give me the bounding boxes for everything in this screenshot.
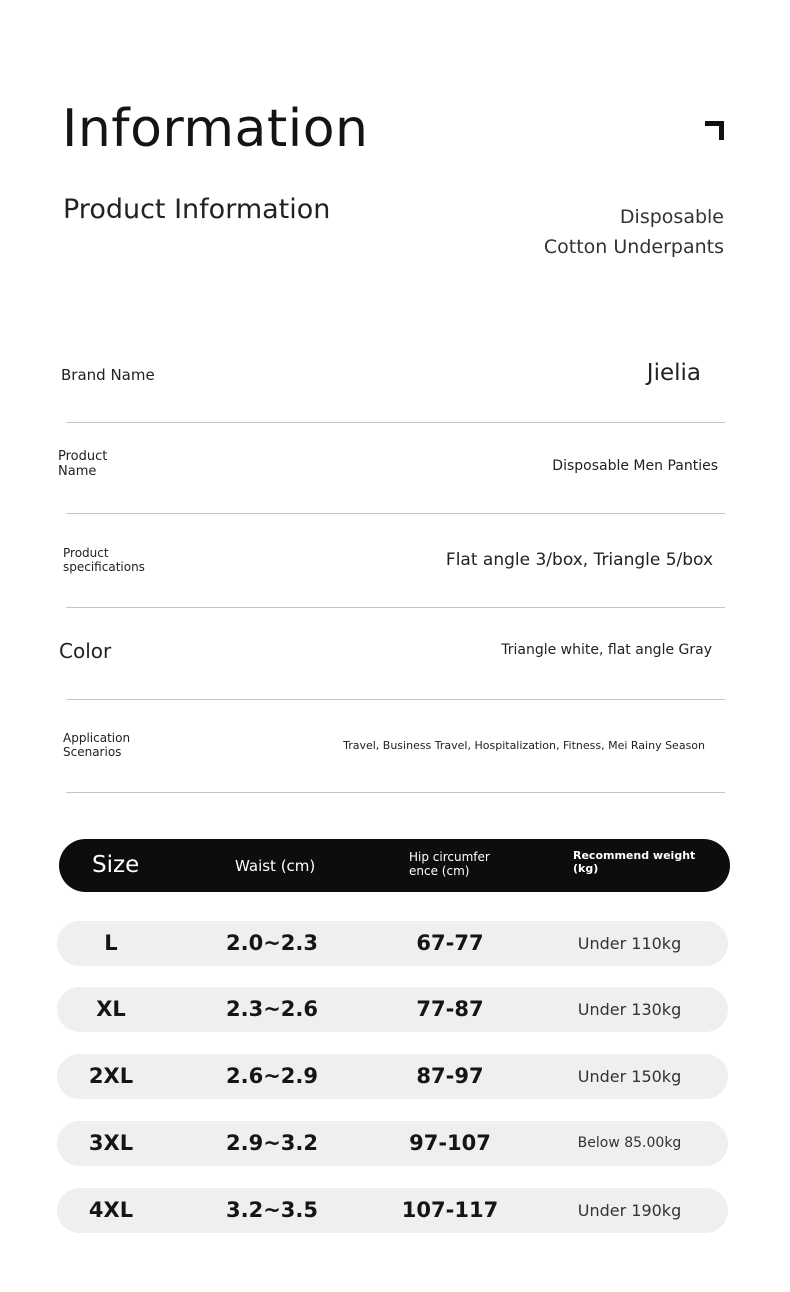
divider [66, 422, 725, 423]
cell-hip: 67-77 [416, 931, 484, 955]
cell-waist: 2.6~2.9 [226, 1064, 318, 1088]
product-name-value: Disposable Men Panties [552, 458, 718, 474]
header-weight: Recommend weight (kg) [573, 849, 696, 875]
color-value: Triangle white, flat angle Gray [501, 642, 712, 658]
size-table-header [59, 839, 730, 892]
table-row [57, 987, 728, 1032]
section-subtitle: Product Information [63, 194, 331, 225]
info-row-brand [58, 360, 725, 400]
header-size: Size [92, 852, 140, 878]
cell-waist: 2.3~2.6 [226, 997, 318, 1021]
cell-weight: Under 130kg [577, 1000, 682, 1019]
specs-value: Flat angle 3/box, Triangle 5/box [445, 550, 713, 570]
cell-size: L [104, 931, 118, 955]
divider [66, 607, 725, 608]
cell-waist: 2.9~3.2 [226, 1131, 318, 1155]
page-title: Information [62, 99, 369, 159]
scenarios-label: Application Scenarios [63, 731, 131, 759]
info-row-color [58, 638, 725, 678]
cell-size: XL [96, 997, 126, 1021]
table-row [57, 1188, 728, 1233]
product-type-line2: Cotton Underpants [543, 236, 724, 258]
cell-size: 3XL [88, 1131, 134, 1155]
cell-hip: 87-97 [416, 1064, 484, 1088]
cell-size: 2XL [88, 1064, 134, 1088]
cell-hip: 107-117 [401, 1198, 499, 1222]
cell-weight: Under 110kg [577, 934, 682, 953]
header-hip: Hip circumfer ence (cm) [409, 850, 490, 878]
brand-label: Brand Name [61, 366, 155, 384]
cell-weight: Under 190kg [577, 1201, 682, 1220]
table-row [57, 1054, 728, 1099]
product-name-label: Product Name [58, 449, 108, 479]
cell-hip: 77-87 [416, 997, 484, 1021]
corner-bracket-icon [705, 121, 724, 140]
divider [66, 513, 725, 514]
cell-hip: 97-107 [409, 1131, 491, 1155]
product-type-line1: Disposable [619, 206, 724, 228]
brand-value: Jielia [646, 360, 701, 386]
scenarios-value: Travel, Business Travel, Hospitalization, Fitness, Mei Rainy Season [343, 739, 705, 752]
product-type [464, 202, 724, 262]
cell-weight: Under 150kg [577, 1067, 682, 1086]
color-label: Color [59, 639, 112, 663]
cell-weight: Below 85.00kg [577, 1135, 682, 1151]
table-row [57, 921, 728, 966]
info-row-product-name [58, 448, 725, 488]
header-waist: Waist (cm) [235, 857, 316, 875]
table-row [57, 1121, 728, 1166]
cell-size: 4XL [88, 1198, 134, 1222]
divider [66, 699, 725, 700]
divider [66, 792, 725, 793]
info-row-scenarios [58, 731, 725, 771]
cell-waist: 2.0~2.3 [226, 931, 318, 955]
info-row-specifications [58, 545, 725, 585]
cell-waist: 3.2~3.5 [226, 1198, 318, 1222]
specs-label: Product specifications [63, 546, 145, 574]
